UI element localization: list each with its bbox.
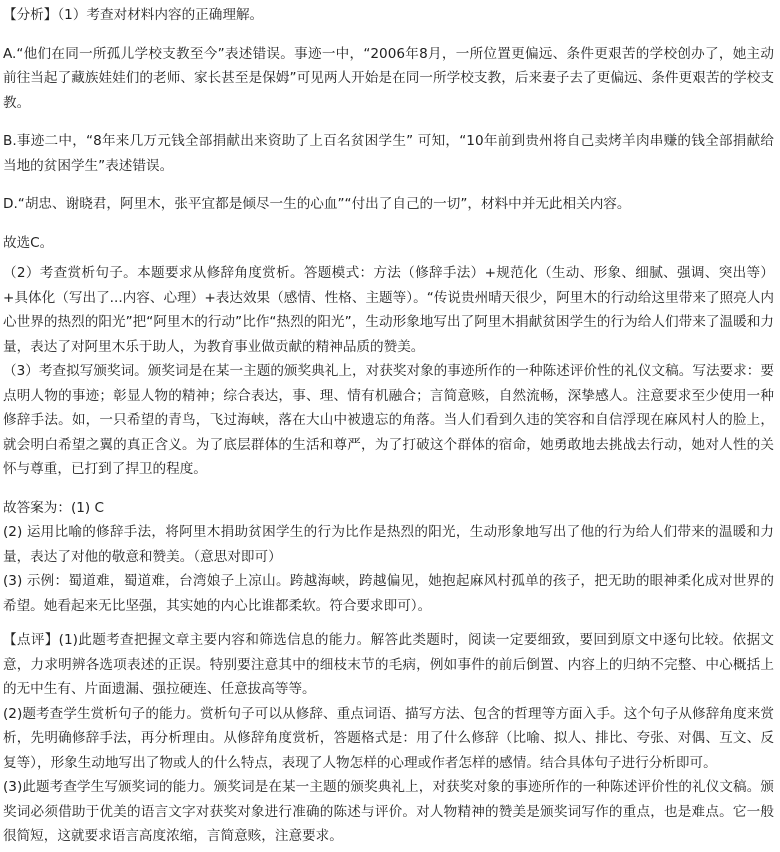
analysis-part3: （3）考查拟写颁奖词。颁奖词是在某一主题的颁奖典礼上，对获奖对象的事迹所作的一种陈述评价性的礼仪文稿。写法要求：要点明人物的事迹；彰显人物的精神；综合表达，事、理、情有机融合；言简意赅，自然流畅，深挚感人。注意要求至少使用一种修辞手法。如，一只希望的青鸟，飞过海峡，落在大山中被遗忘的角落。当人们看到久违的笑容和自信浮现在麻风村人的脸上，就会明白希望之翼的真正含义。为了底层群体的生活和尊严，为了打破这个群体的宿命，她勇敢地去挑战去行动，她对人性的关怀与尊重，已打到了捍卫的程度。 — [3, 363, 774, 477]
answer-label: 故答案为：(1) C — [3, 499, 105, 516]
analysis-header: 【分析】（1）考查对材料内容的正确理解。 — [3, 7, 264, 23]
comment-item-1: 【点评】(1)此题考查把握文章主要内容和筛选信息的能力。解答此类题时，阅读一定要细致，要回到原文中逐句比较。依据文意，力求明辨各选项表述的正误。特别要注意其中的细枝末节的毛病，例如事件的前后倒置、内容上的归纳不完整、中心概括上的无中生有、片面遗漏、强拉硬连、任意拔高等等。 — [3, 632, 774, 697]
analysis-conclusion: 故选C。 — [3, 234, 54, 251]
analysis-option-d: D.“胡忠、谢晓君，阿里木，张平宜都是倾尽一生的心血”“付出了自己的一切”，材料中并无此相关内容。 — [3, 196, 631, 212]
analysis-option-a: A.“他们在同一所孤儿学校支教至今”表述错误。事迹一中，“2006年8月，一所位置更偏远、条件更艰苦的学校创办了，她主动前往当起了藏族娃娃们的老师、家长甚至是保姆”可见两人开始是在同一所学校支教，后来妻子去了更偏远、条件更艰苦的学校支教。 — [3, 45, 774, 111]
comment-item-3: (3)此题考查学生写颁奖词的能力。颁奖词是在某一主题的颁奖典礼上，对获奖对象的事迹所作的一种陈述评价性的礼仪文稿。颁奖词必须借助于优美的语言文字对获奖对象进行准确的陈述与评价。对人物精神的赞美是颁奖词写作的重点，也是难点。它一般很简短，这就要求语言高度浓缩，言简意赅，注意要求。 — [3, 779, 774, 844]
analysis-option-b: B.事迹二中，“8年来几万元钱全部捐献出来资助了上百名贫困学生” 可知，“10年前到贵州将自己卖烤羊肉串赚的钱全部捐献给当地的贫困学生”表述错误。 — [3, 133, 774, 174]
answer-item-2: (2) 运用比喻的修辞手法，将阿里木捐助贫困学生的行为比作是热烈的阳光，生动形象地写出了他的行为给人们带来的温暖和力量，表达了对他的敬意和赞美。（意思对即可） — [3, 524, 774, 565]
analysis-part2: （2）考查赏析句子。本题要求从修辞角度赏析。答题模式：方法（修辞手法）+规范化（生动、形象、细腻、强调、突出等）+具体化（写出了...内容、心理）+表达效果（感情、性格、主题等）。“传说贵州晴天很少，阿里木的行动给这里带来了照亮人内心世界的热烈的阳光”把“阿里木的行动”比作“热烈的阳光”，生动形象地写出了阿里木捐献贫困学生的行为给人们带来了温暖和力量，表达了对阿里木乐于助人，为教育事业做贡献的精神品质的赞美。 — [3, 265, 774, 355]
answer-item-3: (3) 示例：蜀道难，蜀道难，台湾娘子上凉山。跨越海峡，跨越偏见，她抱起麻风村孤单的孩子，把无助的眼神柔化成对世界的希望。她看起来无比坚强，其实她的内心比谁都柔软。符合要求即可）。 — [3, 573, 774, 614]
comment-item-2: (2)题考查学生赏析句子的能力。赏析句子可以从修辞、重点词语、描写方法、包含的哲理等方面入手。这个句子从修辞角度来赏析，先明确修辞手法，再分析理由。从修辞角度赏析，答题格式是：用了什么修辞（比喻、拟人、排比、夸张、对偶、互文、反复等），形象生动地写出了物或人的什么特点，表现了人物怎样的心理或作者怎样的感情。结合具体句子进行分析即可。 — [3, 705, 774, 771]
